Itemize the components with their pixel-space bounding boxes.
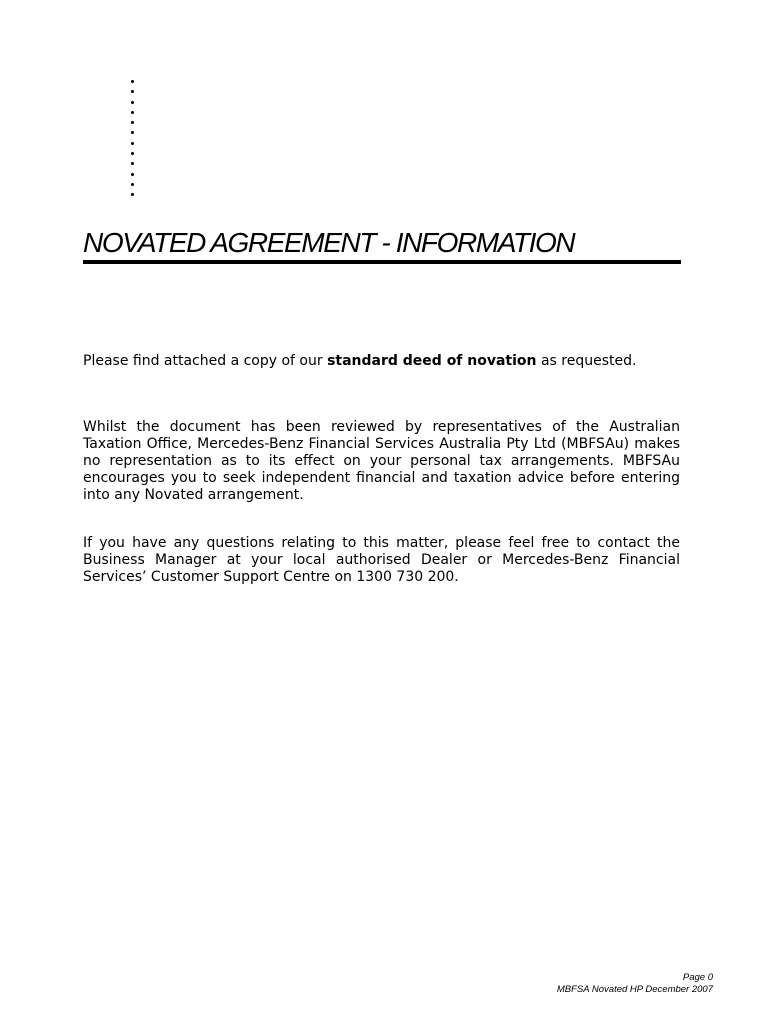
document-reference: MBFSA Novated HP December 2007 bbox=[556, 984, 713, 995]
dot bbox=[131, 162, 134, 165]
dot bbox=[131, 80, 134, 83]
deed-of-novation-emphasis: standard deed of novation bbox=[327, 353, 537, 369]
page-title: NOVATED AGREEMENT - INFORMATION bbox=[83, 227, 575, 258]
dot bbox=[131, 193, 134, 196]
page-number: Page 0 bbox=[682, 972, 713, 983]
dot bbox=[131, 90, 134, 93]
dot bbox=[131, 173, 134, 176]
title-underline bbox=[83, 260, 681, 264]
paragraph-attachment-text-end: as requested. bbox=[536, 353, 637, 369]
page-footer bbox=[557, 972, 713, 996]
dot bbox=[131, 121, 134, 124]
dot bbox=[131, 111, 134, 114]
dot bbox=[131, 131, 134, 134]
dot bbox=[131, 142, 134, 145]
paragraph-attachment-text: Please find attached a copy of our bbox=[83, 353, 328, 369]
dot bbox=[131, 152, 134, 155]
paragraph-disclaimer: Whilst the document has been reviewed by representatives of the Australian Taxation Office, Mercedes-Benz Financial Services Australia Pty Ltd (MBFSAu) makes no representation as to its effect on your personal tax arrangements. MBFSAu encourages you to seek independent financial and taxation advice before entering into any Novated arrangement. bbox=[83, 419, 680, 503]
paragraph-contact: If you have any questions relating to this matter, please feel free to contact the Business Manager at your local authorised Dealer or Mercedes-Benz Financial Services’ Customer Support Centre on 1300 730 200. bbox=[83, 535, 680, 585]
dotted-leader bbox=[131, 80, 137, 204]
dot bbox=[131, 183, 134, 186]
paragraph-attachment bbox=[83, 353, 680, 370]
dot bbox=[131, 101, 134, 104]
